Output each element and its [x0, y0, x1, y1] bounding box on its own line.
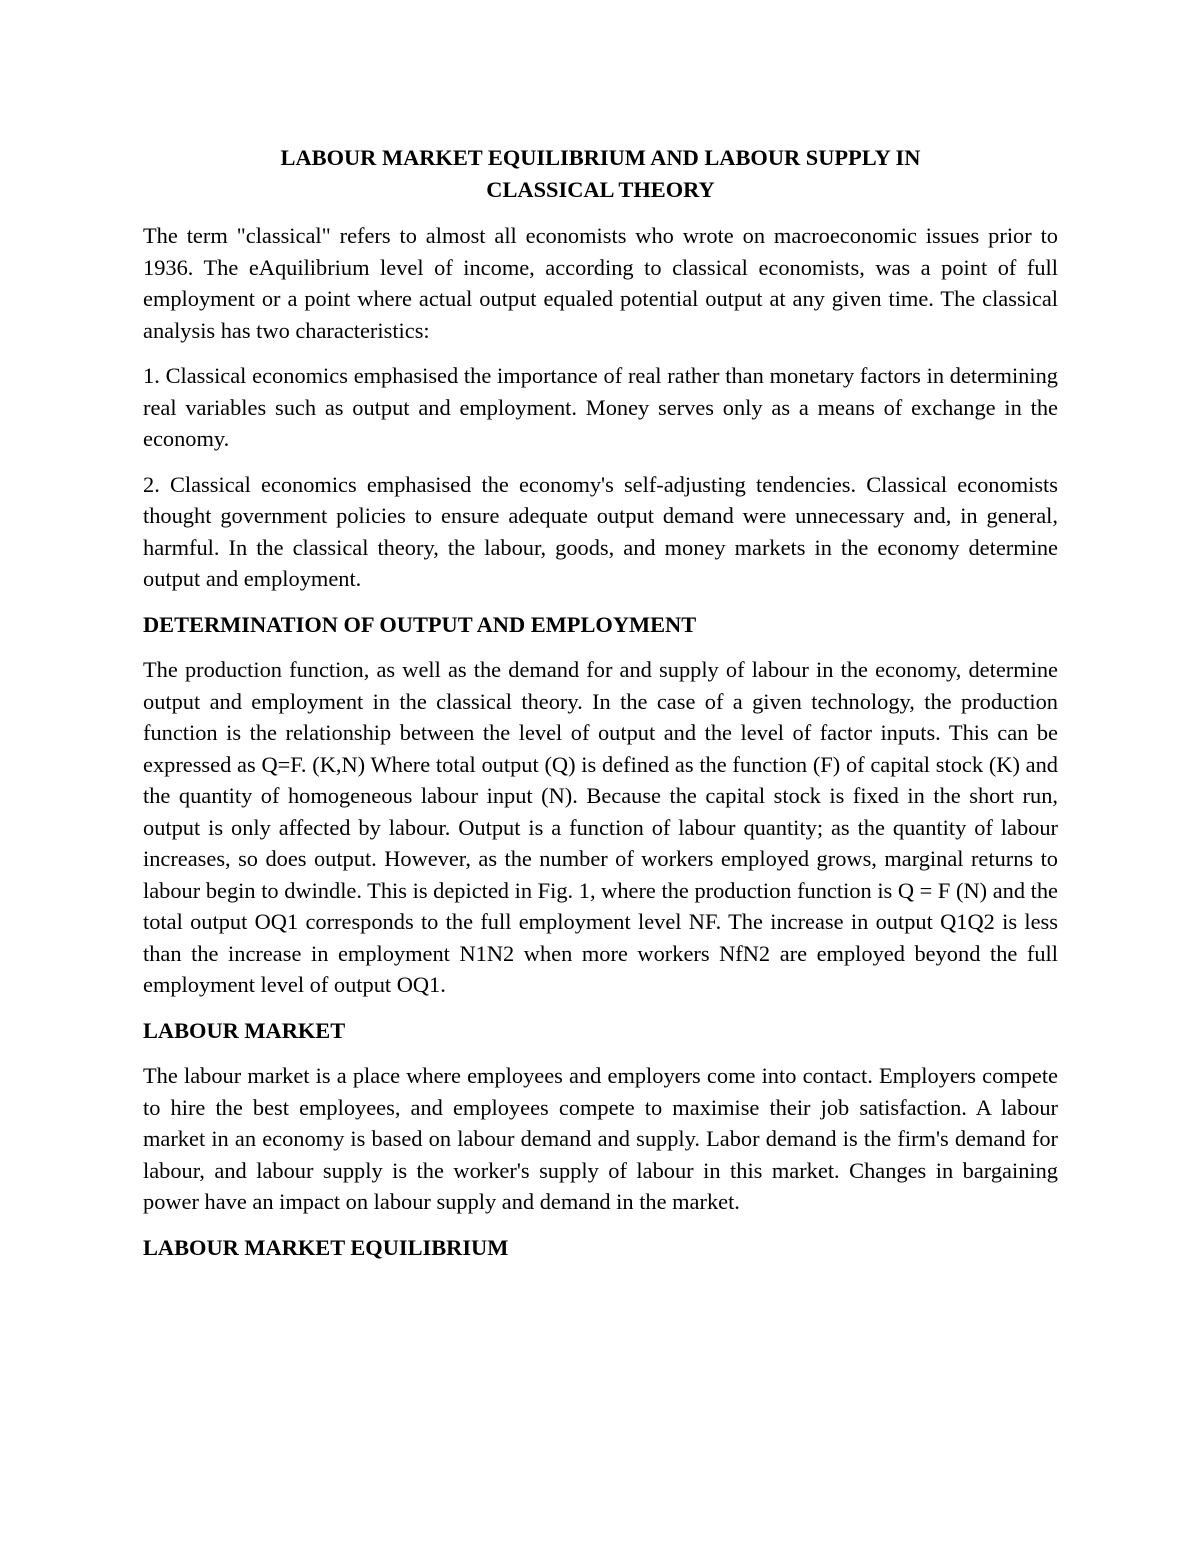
- heading-determination: DETERMINATION OF OUTPUT AND EMPLOYMENT: [143, 611, 697, 637]
- title-line-2: CLASSICAL THEORY: [486, 177, 715, 202]
- title-line-1: LABOUR MARKET EQUILIBRIUM AND LABOUR SUPPLY IN: [280, 145, 921, 170]
- determination-paragraph: The production function, as well as the demand for and supply of labour in the economy, determine output and employment in the classical theory. In the case of a given technology, the production function is the relationship between the level of output and the level of factor inputs. This can be expressed as Q=F. (K,N) Where total output (Q) is defined as the function (F) of capital stock (K) and the quantity of homogeneous labour input (N). Because the capital stock is fixed in the short run, output is only affected by labour. Output is a function of labour quantity; as the quantity of labour increases, so does output. However, as the number of workers employed grows, marginal returns to labour begin to dwindle. This is depicted in Fig. 1, where the production function is Q = F (N) and the total output OQ1 corresponds to the full employment level NF. The increase in output Q1Q2 is less than the increase in employment N1N2 when more workers NfN2 are employed beyond the full employment level of output OQ1.: [143, 657, 1058, 997]
- intro-paragraph: The term "classical" refers to almost all economists who wrote on macroeconomic issues prior to 1936. The eAquilibrium level of income, according to classical economists, was a point of full employment or a point where actual output equaled potential output at any given time. The classical analysis has two characteristics:: [143, 223, 1058, 343]
- heading-labour-market-equilibrium: LABOUR MARKET EQUILIBRIUM: [143, 1234, 509, 1260]
- heading-labour-market: LABOUR MARKET: [143, 1017, 346, 1043]
- document-body: [143, 142, 1058, 1277]
- characteristic-2-paragraph: 2. Classical economics emphasised the economy's self-adjusting tendencies. Classical economists thought government policies to ensure adequate output demand were unnecessary and, in general, harmful. In the classical theory, the labour, goods, and money markets in the economy determine output and employment.: [143, 471, 1058, 591]
- characteristic-1-paragraph: 1. Classical economics emphasised the importance of real rather than monetary factors in determining real variables such as output and employment. Money serves only as a means of exchange in the economy.: [143, 363, 1058, 451]
- labour-market-paragraph: The labour market is a place where employees and employers come into contact. Employers compete to hire the best employees, and employees compete to maximise their job satisfaction. A labour market in an economy is based on labour demand and supply. Labor demand is the firm's demand for labour, and labour supply is the worker's supply of labour in this market. Changes in bargaining power have an impact on labour supply and demand in the market.: [143, 1063, 1058, 1214]
- document-title: [143, 142, 1058, 206]
